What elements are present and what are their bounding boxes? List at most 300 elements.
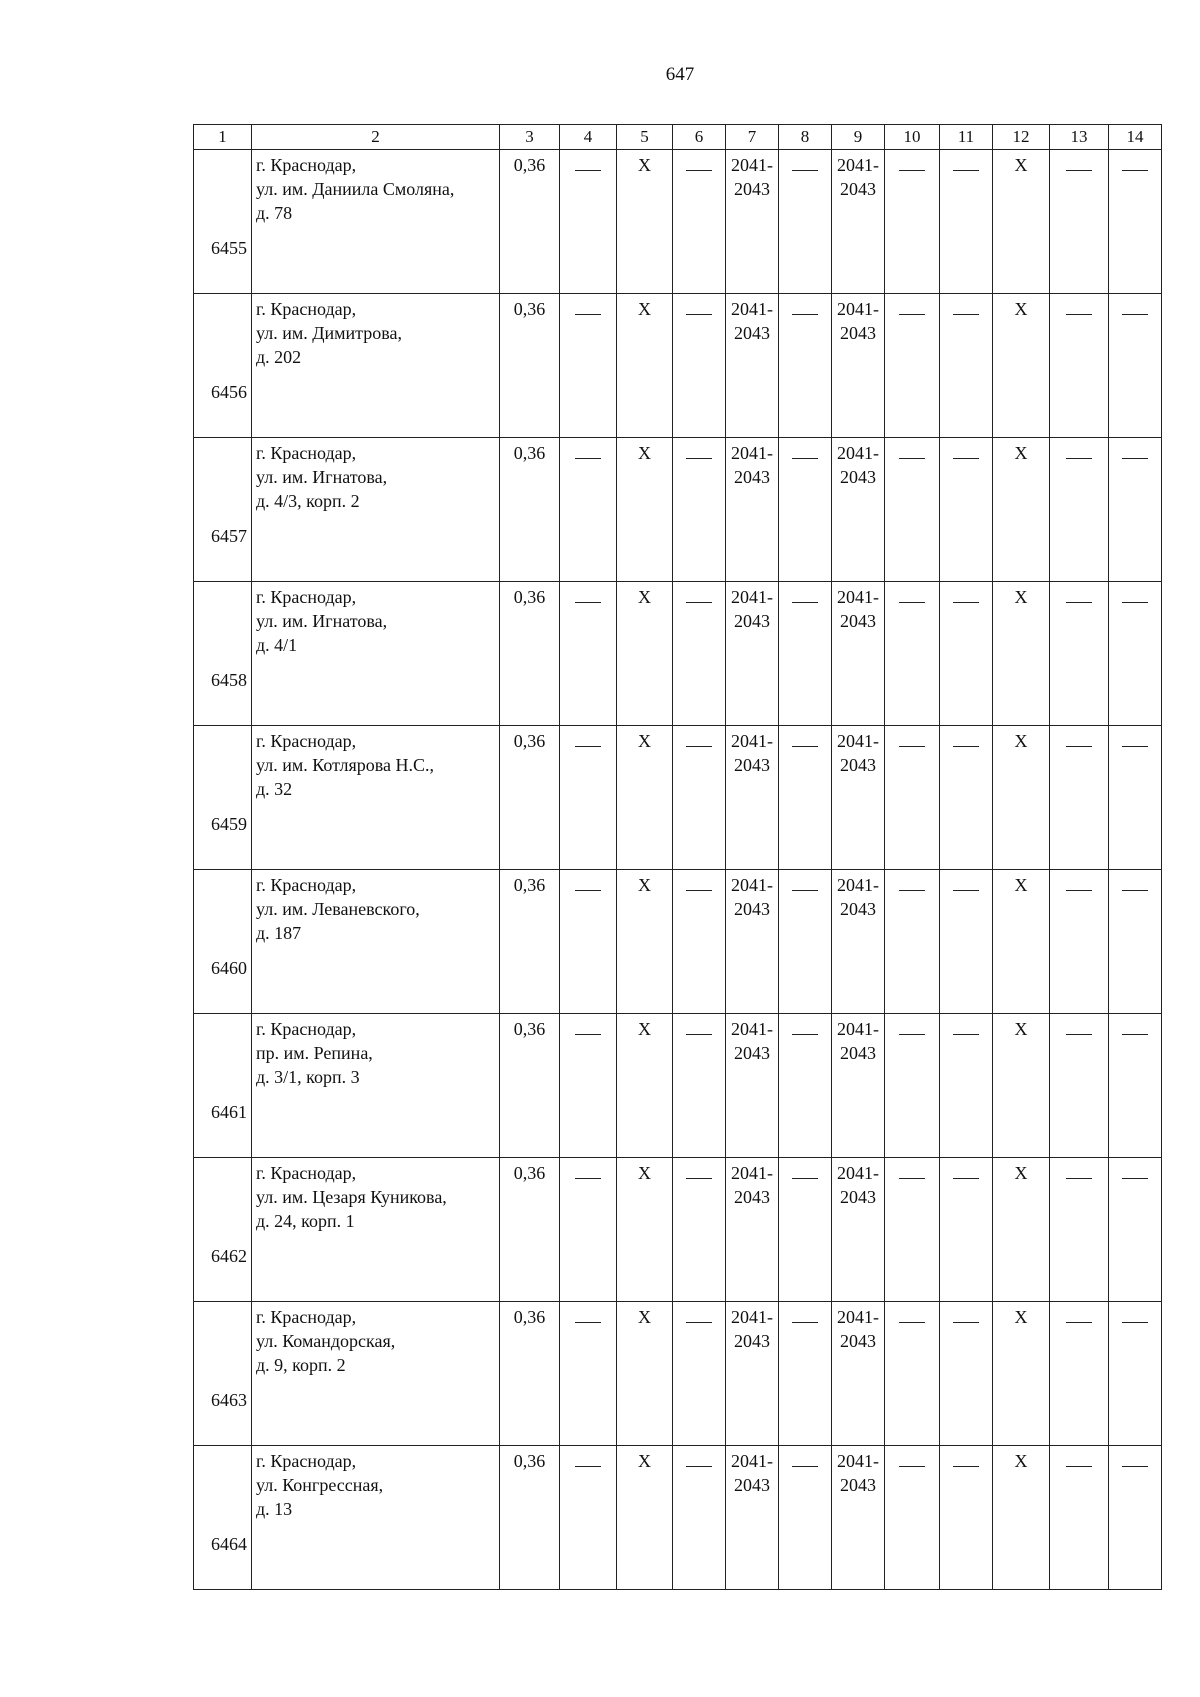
dash-mark [1122, 602, 1148, 603]
row-number: 6455 [194, 150, 252, 294]
period-cell [726, 1014, 779, 1158]
empty-dash-cell [779, 438, 832, 582]
dash-mark [1066, 1034, 1092, 1035]
empty-dash-cell [779, 150, 832, 294]
x-mark-cell: X [993, 438, 1050, 582]
dash-mark [1122, 1034, 1148, 1035]
empty-dash-cell [940, 582, 993, 726]
dash-mark [899, 1466, 925, 1467]
dash-mark [575, 170, 601, 171]
address-line: д. 4/1 [256, 635, 298, 655]
dash-mark [953, 890, 979, 891]
address-cell [252, 1302, 500, 1446]
dash-mark [792, 746, 818, 747]
column-header: 1 [194, 125, 252, 150]
dash-mark [953, 1178, 979, 1179]
empty-dash-cell [885, 150, 940, 294]
empty-dash-cell [1050, 1158, 1109, 1302]
empty-dash-cell [940, 294, 993, 438]
address-line: ул. им. Димитрова, [256, 323, 402, 343]
address-cell [252, 1014, 500, 1158]
address-line: д. 78 [256, 203, 293, 223]
empty-dash-cell [1109, 1158, 1162, 1302]
empty-dash-cell [885, 1014, 940, 1158]
dash-mark [1122, 170, 1148, 171]
column-header: 4 [560, 125, 617, 150]
empty-dash-cell [940, 870, 993, 1014]
period-end: 2043 [840, 1043, 876, 1063]
empty-dash-cell [1109, 1014, 1162, 1158]
empty-dash-cell [1109, 438, 1162, 582]
address-line: ул. им. Игнатова, [256, 611, 388, 631]
empty-dash-cell [1050, 150, 1109, 294]
dash-mark [953, 1322, 979, 1323]
period-end: 2043 [734, 1331, 770, 1351]
address-line: ул. им. Котлярова Н.С., [256, 755, 435, 775]
dash-mark [899, 458, 925, 459]
empty-dash-cell [940, 1446, 993, 1590]
address-line: ул. им. Леваневского, [256, 899, 420, 919]
period-end: 2043 [840, 1331, 876, 1351]
period-start: 2041- [837, 1307, 879, 1327]
period-end: 2043 [734, 1043, 770, 1063]
empty-dash-cell [560, 150, 617, 294]
empty-dash-cell [885, 582, 940, 726]
x-mark-cell: X [617, 1302, 673, 1446]
dash-mark [899, 170, 925, 171]
address-line: г. Краснодар, [256, 731, 357, 751]
dash-mark [1122, 314, 1148, 315]
dash-mark [1122, 1322, 1148, 1323]
period-start: 2041- [837, 1163, 879, 1183]
address-line: г. Краснодар, [256, 1163, 357, 1183]
empty-dash-cell [673, 1446, 726, 1590]
period-cell [726, 1446, 779, 1590]
empty-dash-cell [560, 438, 617, 582]
table-body [194, 150, 1162, 1590]
period-start: 2041- [731, 875, 773, 895]
empty-dash-cell [940, 1158, 993, 1302]
page-number: 647 [665, 64, 695, 85]
empty-dash-cell [779, 1446, 832, 1590]
empty-dash-cell [673, 582, 726, 726]
dash-mark [575, 746, 601, 747]
row-number: 6461 [194, 1014, 252, 1158]
period-end: 2043 [734, 323, 770, 343]
empty-dash-cell [779, 1302, 832, 1446]
address-line: д. 24, корп. 1 [256, 1211, 355, 1231]
x-mark-cell: X [993, 726, 1050, 870]
period-end: 2043 [840, 323, 876, 343]
period-start: 2041- [837, 587, 879, 607]
column-header: 11 [940, 125, 993, 150]
dash-mark [686, 170, 712, 171]
address-cell [252, 294, 500, 438]
empty-dash-cell [1050, 438, 1109, 582]
dash-mark [1066, 890, 1092, 891]
period-cell [726, 1158, 779, 1302]
period-end: 2043 [734, 611, 770, 631]
empty-dash-cell [1050, 1446, 1109, 1590]
empty-dash-cell [1109, 870, 1162, 1014]
table-row [194, 726, 1162, 870]
empty-dash-cell [940, 726, 993, 870]
period-start: 2041- [731, 731, 773, 751]
period-start: 2041- [731, 587, 773, 607]
x-mark-cell: X [617, 438, 673, 582]
empty-dash-cell [885, 438, 940, 582]
empty-dash-cell [1050, 1014, 1109, 1158]
dash-mark [953, 746, 979, 747]
header-row [194, 125, 1162, 150]
dash-mark [1066, 170, 1092, 171]
period-end: 2043 [734, 467, 770, 487]
dash-mark [792, 890, 818, 891]
dash-mark [899, 1034, 925, 1035]
dash-mark [1122, 1466, 1148, 1467]
dash-mark [792, 458, 818, 459]
empty-dash-cell [779, 870, 832, 1014]
dash-mark [686, 602, 712, 603]
empty-dash-cell [1050, 726, 1109, 870]
period-start: 2041- [731, 155, 773, 175]
dash-mark [575, 1034, 601, 1035]
row-number: 6462 [194, 1158, 252, 1302]
dash-mark [953, 314, 979, 315]
row-number: 6463 [194, 1302, 252, 1446]
empty-dash-cell [560, 294, 617, 438]
x-mark-cell: X [993, 150, 1050, 294]
empty-dash-cell [1050, 294, 1109, 438]
address-line: ул. Командорская, [256, 1331, 396, 1351]
empty-dash-cell [779, 582, 832, 726]
empty-dash-cell [885, 726, 940, 870]
dash-mark [899, 746, 925, 747]
column-header: 10 [885, 125, 940, 150]
period-start: 2041- [731, 443, 773, 463]
period-cell [726, 1302, 779, 1446]
dash-mark [792, 1466, 818, 1467]
dash-mark [575, 1178, 601, 1179]
empty-dash-cell [1109, 582, 1162, 726]
address-line: ул. им. Цезаря Куникова, [256, 1187, 447, 1207]
period-end: 2043 [840, 755, 876, 775]
period-cell [726, 582, 779, 726]
dash-mark [686, 890, 712, 891]
dash-mark [792, 1034, 818, 1035]
period-start: 2041- [837, 1019, 879, 1039]
x-mark-cell: X [993, 294, 1050, 438]
table-row [194, 1446, 1162, 1590]
dash-mark [1066, 1322, 1092, 1323]
empty-dash-cell [1109, 294, 1162, 438]
empty-dash-cell [673, 726, 726, 870]
dash-mark [792, 314, 818, 315]
empty-dash-cell [560, 1302, 617, 1446]
empty-dash-cell [560, 1014, 617, 1158]
empty-dash-cell [673, 1302, 726, 1446]
dash-mark [792, 1322, 818, 1323]
value-cell: 0,36 [500, 1446, 560, 1590]
column-header: 12 [993, 125, 1050, 150]
address-line: д. 187 [256, 923, 302, 943]
period-cell [726, 438, 779, 582]
value-cell: 0,36 [500, 438, 560, 582]
dash-mark [575, 890, 601, 891]
x-mark-cell: X [993, 582, 1050, 726]
empty-dash-cell [1109, 150, 1162, 294]
dash-mark [1066, 314, 1092, 315]
x-mark-cell: X [617, 582, 673, 726]
x-mark-cell: X [993, 1446, 1050, 1590]
column-header: 14 [1109, 125, 1162, 150]
dash-mark [899, 1322, 925, 1323]
table-row [194, 150, 1162, 294]
period-cell [726, 294, 779, 438]
dash-mark [953, 602, 979, 603]
dash-mark [899, 890, 925, 891]
dash-mark [1122, 746, 1148, 747]
row-number: 6456 [194, 294, 252, 438]
empty-dash-cell [779, 726, 832, 870]
register-table [193, 124, 1162, 1590]
x-mark-cell: X [617, 294, 673, 438]
period-cell [832, 438, 885, 582]
address-cell [252, 726, 500, 870]
period-cell [832, 1302, 885, 1446]
x-mark-cell: X [617, 1158, 673, 1302]
dash-mark [686, 1178, 712, 1179]
x-mark-cell: X [617, 726, 673, 870]
row-number: 6457 [194, 438, 252, 582]
period-cell [832, 150, 885, 294]
dash-mark [1066, 1466, 1092, 1467]
x-mark-cell: X [993, 1302, 1050, 1446]
value-cell: 0,36 [500, 1014, 560, 1158]
dash-mark [953, 1466, 979, 1467]
dash-mark [953, 1034, 979, 1035]
period-end: 2043 [840, 1187, 876, 1207]
empty-dash-cell [1050, 582, 1109, 726]
period-end: 2043 [734, 899, 770, 919]
period-start: 2041- [731, 1019, 773, 1039]
empty-dash-cell [885, 294, 940, 438]
address-line: ул. им. Игнатова, [256, 467, 388, 487]
period-cell [832, 726, 885, 870]
dash-mark [575, 1466, 601, 1467]
dash-mark [953, 170, 979, 171]
address-cell [252, 150, 500, 294]
address-line: г. Краснодар, [256, 443, 357, 463]
address-line: г. Краснодар, [256, 155, 357, 175]
x-mark-cell: X [617, 870, 673, 1014]
table-row [194, 294, 1162, 438]
x-mark-cell: X [617, 1446, 673, 1590]
period-start: 2041- [837, 443, 879, 463]
column-header: 9 [832, 125, 885, 150]
empty-dash-cell [885, 1446, 940, 1590]
empty-dash-cell [673, 1158, 726, 1302]
dash-mark [575, 314, 601, 315]
address-line: г. Краснодар, [256, 1451, 357, 1471]
period-end: 2043 [734, 755, 770, 775]
value-cell: 0,36 [500, 726, 560, 870]
column-header: 3 [500, 125, 560, 150]
period-cell [832, 1446, 885, 1590]
period-cell [832, 294, 885, 438]
empty-dash-cell [560, 726, 617, 870]
empty-dash-cell [779, 1014, 832, 1158]
empty-dash-cell [673, 870, 726, 1014]
address-line: д. 4/3, корп. 2 [256, 491, 360, 511]
period-start: 2041- [837, 155, 879, 175]
period-end: 2043 [840, 467, 876, 487]
dash-mark [575, 1322, 601, 1323]
x-mark-cell: X [993, 870, 1050, 1014]
dash-mark [686, 1466, 712, 1467]
dash-mark [1122, 458, 1148, 459]
address-line: ул. Конгрессная, [256, 1475, 384, 1495]
period-start: 2041- [731, 1163, 773, 1183]
table-row [194, 1302, 1162, 1446]
empty-dash-cell [560, 582, 617, 726]
empty-dash-cell [779, 294, 832, 438]
dash-mark [686, 458, 712, 459]
dash-mark [686, 314, 712, 315]
dash-mark [575, 602, 601, 603]
dash-mark [1066, 1178, 1092, 1179]
empty-dash-cell [940, 1014, 993, 1158]
value-cell: 0,36 [500, 870, 560, 1014]
period-start: 2041- [731, 1307, 773, 1327]
empty-dash-cell [940, 150, 993, 294]
address-line: д. 9, корп. 2 [256, 1355, 346, 1375]
empty-dash-cell [560, 1158, 617, 1302]
dash-mark [792, 1178, 818, 1179]
period-cell [726, 150, 779, 294]
dash-mark [686, 1034, 712, 1035]
empty-dash-cell [940, 438, 993, 582]
dash-mark [792, 170, 818, 171]
address-line: г. Краснодар, [256, 1019, 357, 1039]
empty-dash-cell [673, 150, 726, 294]
period-cell [832, 1014, 885, 1158]
value-cell: 0,36 [500, 1158, 560, 1302]
dash-mark [1122, 1178, 1148, 1179]
empty-dash-cell [1050, 870, 1109, 1014]
period-end: 2043 [734, 1187, 770, 1207]
empty-dash-cell [673, 438, 726, 582]
period-end: 2043 [840, 179, 876, 199]
column-header: 6 [673, 125, 726, 150]
address-line: д. 13 [256, 1499, 293, 1519]
row-number: 6458 [194, 582, 252, 726]
column-header: 13 [1050, 125, 1109, 150]
column-header: 8 [779, 125, 832, 150]
period-start: 2041- [837, 731, 879, 751]
x-mark-cell: X [617, 1014, 673, 1158]
dash-mark [1066, 602, 1092, 603]
period-start: 2041- [731, 299, 773, 319]
dash-mark [1066, 746, 1092, 747]
empty-dash-cell [1109, 726, 1162, 870]
period-end: 2043 [734, 179, 770, 199]
period-cell [832, 1158, 885, 1302]
dash-mark [575, 458, 601, 459]
row-number: 6460 [194, 870, 252, 1014]
dash-mark [1066, 458, 1092, 459]
x-mark-cell: X [617, 150, 673, 294]
address-cell [252, 438, 500, 582]
table-row [194, 582, 1162, 726]
empty-dash-cell [1109, 1302, 1162, 1446]
dash-mark [792, 602, 818, 603]
address-line: д. 3/1, корп. 3 [256, 1067, 360, 1087]
value-cell: 0,36 [500, 1302, 560, 1446]
x-mark-cell: X [993, 1158, 1050, 1302]
period-end: 2043 [840, 611, 876, 631]
address-line: г. Краснодар, [256, 1307, 357, 1327]
empty-dash-cell [1109, 1446, 1162, 1590]
empty-dash-cell [779, 1158, 832, 1302]
dash-mark [899, 1178, 925, 1179]
value-cell: 0,36 [500, 294, 560, 438]
table-row [194, 870, 1162, 1014]
empty-dash-cell [1050, 1302, 1109, 1446]
period-start: 2041- [837, 1451, 879, 1471]
address-line: ул. им. Даниила Смоляна, [256, 179, 455, 199]
dash-mark [1122, 890, 1148, 891]
table-row [194, 1158, 1162, 1302]
value-cell: 0,36 [500, 582, 560, 726]
address-cell [252, 1158, 500, 1302]
period-start: 2041- [837, 875, 879, 895]
empty-dash-cell [885, 1158, 940, 1302]
address-cell [252, 582, 500, 726]
column-header: 2 [252, 125, 500, 150]
empty-dash-cell [885, 870, 940, 1014]
empty-dash-cell [560, 1446, 617, 1590]
period-end: 2043 [840, 899, 876, 919]
address-line: г. Краснодар, [256, 587, 357, 607]
dash-mark [899, 602, 925, 603]
address-line: г. Краснодар, [256, 299, 357, 319]
address-cell [252, 870, 500, 1014]
period-start: 2041- [731, 1451, 773, 1471]
address-line: д. 32 [256, 779, 293, 799]
empty-dash-cell [560, 870, 617, 1014]
address-line: пр. им. Репина, [256, 1043, 373, 1063]
period-cell [832, 870, 885, 1014]
address-line: д. 202 [256, 347, 302, 367]
period-end: 2043 [734, 1475, 770, 1495]
address-cell [252, 1446, 500, 1590]
table-row [194, 1014, 1162, 1158]
table-row [194, 438, 1162, 582]
x-mark-cell: X [993, 1014, 1050, 1158]
address-line: г. Краснодар, [256, 875, 357, 895]
period-cell [832, 582, 885, 726]
dash-mark [686, 746, 712, 747]
column-header: 5 [617, 125, 673, 150]
column-header: 7 [726, 125, 779, 150]
dash-mark [686, 1322, 712, 1323]
empty-dash-cell [673, 294, 726, 438]
dash-mark [899, 314, 925, 315]
period-cell [726, 870, 779, 1014]
empty-dash-cell [673, 1014, 726, 1158]
dash-mark [953, 458, 979, 459]
